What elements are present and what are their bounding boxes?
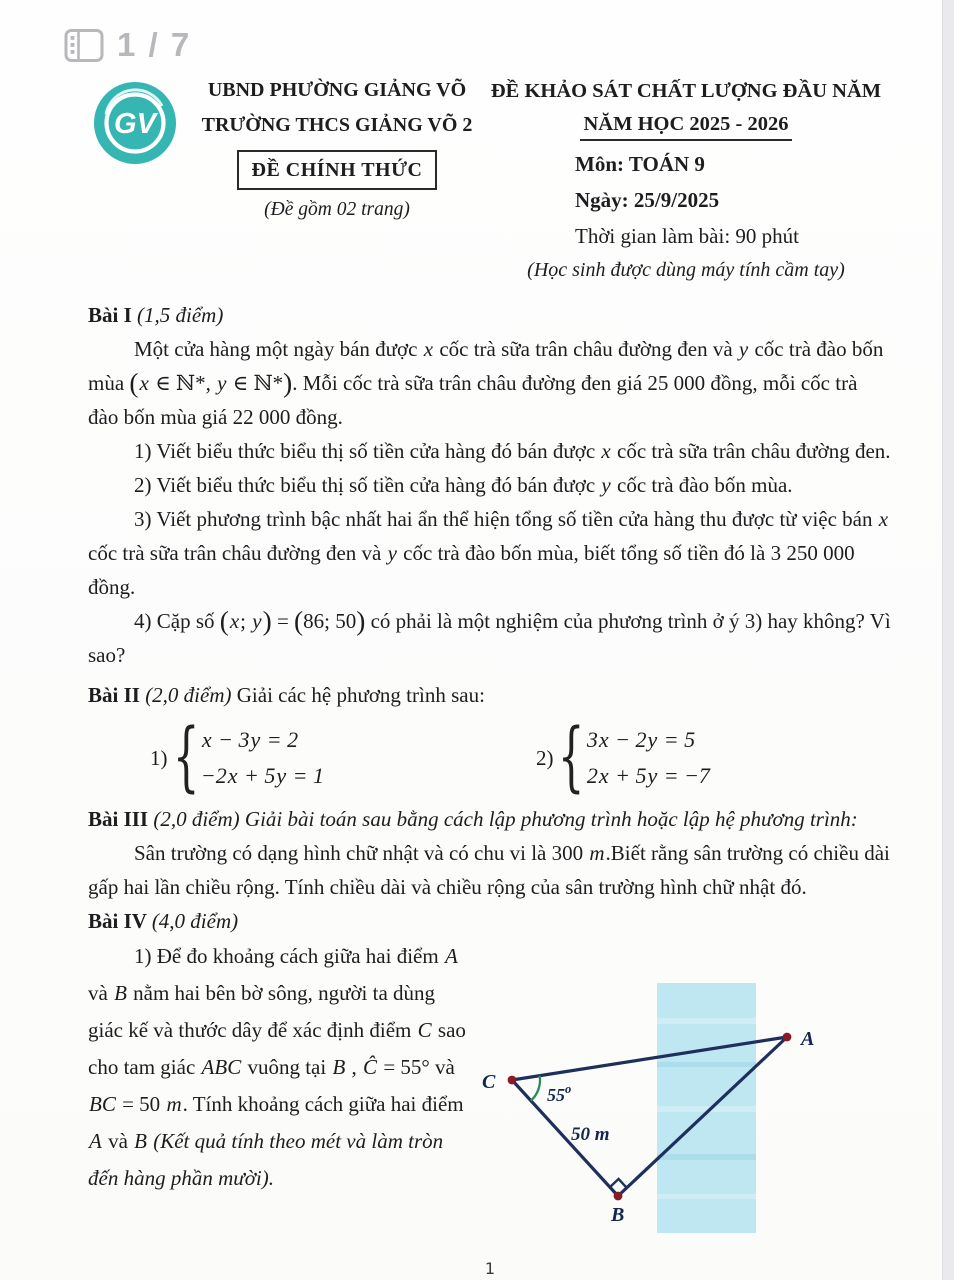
exam-header xyxy=(88,78,892,282)
exam-content xyxy=(88,298,892,1255)
system-2-label: 2) xyxy=(535,745,554,770)
school-authority: UBND PHƯỜNG GIẢNG VÕ xyxy=(207,79,467,101)
triangle-river-diagram xyxy=(472,958,892,1250)
length-label: 50 m xyxy=(571,1124,610,1145)
header-school-block xyxy=(88,78,480,282)
section-bai3-title: Bài III (2,0 điểm) Giải bài toán sau bằng cách lập phương trình hoặc lập hệ phương trình: xyxy=(88,807,858,831)
bai1-question-3: 3) Viết phương trình bậc nhất hai ẩn thể hiện tổng số tiền cửa hàng thu được từ việc bán x cốc trà sữa trân châu đường đen và y cốc trà đào bốn mùa, biết tổng số tiền đó là 3 250 000 đồng. xyxy=(88,507,889,599)
angle-degree-sup: o xyxy=(565,1082,572,1096)
label-b: B xyxy=(611,1204,625,1226)
page-indicator[interactable] xyxy=(64,26,191,64)
school-logo-text: GV xyxy=(114,108,156,140)
equation-system-2 xyxy=(535,711,710,800)
photo-edge xyxy=(942,0,954,1280)
page-number: 1 xyxy=(484,1259,496,1278)
bai1-question-4: 4) Cặp số (x; y) = (86; 50) có phải là một nghiệm của phương trình ở ý 3) hay không? Vì sao? xyxy=(88,606,891,667)
diagram-wrap xyxy=(472,958,892,1255)
system-1-equation-1: x − 3y = 2 xyxy=(201,727,299,752)
exam-subject: Môn: TOÁN 9 xyxy=(575,152,705,176)
viewer-topbar xyxy=(0,0,954,76)
exam-date: Ngày: 25/9/2025 xyxy=(575,188,720,212)
system-2-equation-2: 2x + 5y = −7 xyxy=(586,763,710,788)
school-logo-icon xyxy=(92,78,178,166)
point-a-dot xyxy=(783,1033,792,1042)
left-brace: { xyxy=(172,711,199,800)
exam-year: NĂM HỌC 2025 - 2026 xyxy=(480,113,892,141)
exam-title: ĐỀ KHẢO SÁT CHẤT LƯỢNG ĐẦU NĂM xyxy=(490,80,882,102)
bai1-intro: Một cửa hàng một ngày bán được x cốc trà sữa trân châu đường đen và y cốc trà đào bốn mùa (x ∈ ℕ*, y ∈ ℕ*). Mỗi cốc trà sữa trân châu đường đen giá 25 000 đồng, mỗi cốc trà đào bốn mùa giá 22 000 đồng. xyxy=(88,337,884,429)
calculator-note: (Học sinh được dùng máy tính cầm tay) xyxy=(527,259,845,281)
bai1-question-2: 2) Viết biểu thức biểu thị số tiền cửa hàng đó bán được y cốc trà đào bốn mùa. xyxy=(134,473,793,497)
section-bai4-title: Bài IV (4,0 điểm) xyxy=(88,909,239,933)
pages-icon xyxy=(64,28,105,63)
header-exam-block xyxy=(480,78,892,282)
system-1-label: 1) xyxy=(150,745,168,770)
page-indicator-label: 1 / 7 xyxy=(117,26,192,63)
school-name: TRƯỜNG THCS GIẢNG VÕ 2 xyxy=(201,114,473,136)
label-c: C xyxy=(482,1071,496,1093)
point-c-dot xyxy=(508,1076,517,1085)
system-1-equation-2: −2x + 5y = 1 xyxy=(200,763,324,788)
angle-arc xyxy=(531,1076,540,1101)
section-bai2-title: Bài II (2,0 điểm) Giải các hệ phương trình sau: xyxy=(88,683,485,707)
bai1-question-1: 1) Viết biểu thức biểu thị số tiền cửa hàng đó bán được x cốc trà sữa trân châu đường đen. xyxy=(134,439,891,463)
equation-system-1 xyxy=(150,711,324,800)
section-bai1-title: Bài I (1,5 điểm) xyxy=(88,303,224,327)
school-logo xyxy=(92,78,178,171)
exam-page xyxy=(0,76,954,1278)
system-2-equation-1: 3x − 2y = 5 xyxy=(586,727,696,752)
bai4-text: 1) Để đo khoảng cách giữa hai điểm A và B nằm hai bên bờ sông, người ta dùng giác kế và thước dây để xác định điểm C sao cho tam giác ABC vuông tại B , Ĉ = 55° và BC = 50 m. Tính khoảng cách giữa hai điểm A và B (Kết quả tính theo mét và làm tròn đến hàng phần mười). xyxy=(88,944,466,1190)
label-a: A xyxy=(801,1028,815,1050)
angle-label xyxy=(547,1082,571,1105)
bai3-text: Sân trường có dạng hình chữ nhật và có chu vi là 300 m.Biết rằng sân trường có chiều dài gấp hai lần chiều rộng. Tính chiều dài và chiều rộng của sân trường hình chữ nhật đó. xyxy=(88,841,890,899)
official-exam-box: ĐỀ CHÍNH THỨC xyxy=(237,150,438,190)
equation-systems xyxy=(150,711,892,800)
exam-duration: Thời gian làm bài: 90 phút xyxy=(575,224,799,248)
left-brace: { xyxy=(558,711,585,800)
bai4-row xyxy=(88,938,892,1255)
pages-note: (Đề gồm 02 trang) xyxy=(264,199,410,220)
angle-value: 55 xyxy=(547,1085,565,1105)
right-angle-marker xyxy=(610,1179,627,1188)
point-b-dot xyxy=(614,1192,623,1201)
